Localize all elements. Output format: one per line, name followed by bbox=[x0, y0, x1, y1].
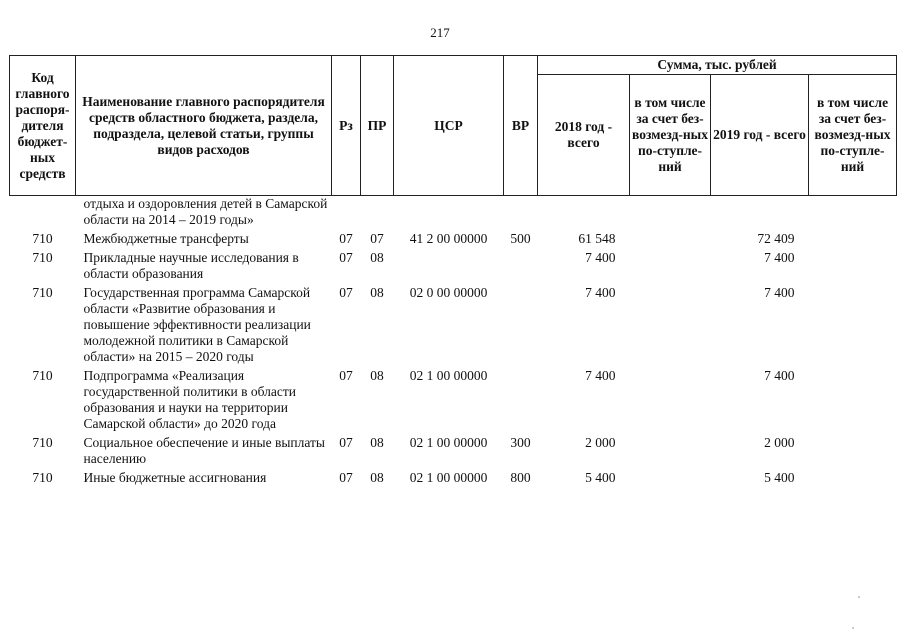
cell-pr bbox=[361, 196, 394, 232]
cell-code: 710 bbox=[32, 250, 53, 265]
header-2019-free: в том числе за счет без-возмезд-ных по-ступле-ний bbox=[809, 75, 897, 196]
cell-vr bbox=[504, 196, 538, 232]
cell-rz: 07 bbox=[339, 435, 353, 450]
cell-y2018-free bbox=[630, 368, 711, 435]
table-row bbox=[10, 231, 897, 250]
header-2018-free: в том числе за счет без-возмезд-ных по-ступле-ний bbox=[630, 75, 711, 196]
cell-y2018: 61 548 bbox=[578, 231, 616, 246]
cell-pr: 08 bbox=[370, 285, 384, 300]
budget-table bbox=[9, 55, 897, 489]
header-pr: ПР bbox=[361, 56, 394, 196]
cell-y2018: 7 400 bbox=[585, 250, 616, 265]
cell-code: 710 bbox=[32, 285, 53, 300]
header-rz: Рз bbox=[332, 56, 361, 196]
cell-y2018-free bbox=[630, 231, 711, 250]
cell-csr bbox=[394, 250, 504, 285]
cell-csr bbox=[394, 196, 504, 232]
cell-y2019-free bbox=[809, 435, 897, 470]
cell-rz: 07 bbox=[339, 285, 353, 300]
cell-rz: 07 bbox=[339, 250, 353, 265]
cell-y2018-free bbox=[630, 285, 711, 368]
cell-y2019: 2 000 bbox=[764, 435, 795, 450]
table-row bbox=[10, 196, 897, 232]
table-row bbox=[10, 470, 897, 489]
cell-y2019-free bbox=[809, 250, 897, 285]
cell-name: Государственная программа Самарской области «Развитие образования и повышение эффективности реализации молодежной политики в Самарской области» на 2015 – 2020 годы bbox=[83, 285, 311, 364]
cell-vr: 500 bbox=[510, 231, 531, 246]
cell-name: отдыха и оздоровления детей в Самарской области на 2014 – 2019 годы» bbox=[83, 196, 328, 227]
cell-csr: 02 0 00 00000 bbox=[409, 285, 488, 300]
cell-pr: 08 bbox=[370, 435, 384, 450]
cell-pr: 08 bbox=[370, 250, 384, 265]
header-2018-total: 2018 год - всего bbox=[538, 75, 630, 196]
table-row bbox=[10, 368, 897, 435]
header-2019-total: 2019 год - всего bbox=[711, 75, 809, 196]
header-code: Код главного распоря-дителя бюджет-ных средств bbox=[10, 56, 76, 196]
table-row bbox=[10, 250, 897, 285]
cell-pr: 08 bbox=[370, 368, 384, 383]
cell-code: 710 bbox=[32, 435, 53, 450]
cell-y2019 bbox=[711, 196, 809, 232]
cell-y2018: 7 400 bbox=[585, 285, 616, 300]
cell-code: 710 bbox=[32, 368, 53, 383]
cell-csr: 02 1 00 00000 bbox=[409, 470, 488, 485]
header-vr: ВР bbox=[504, 56, 538, 196]
cell-y2018: 7 400 bbox=[585, 368, 616, 383]
table-body bbox=[10, 196, 897, 490]
cell-y2018-free bbox=[630, 435, 711, 470]
cell-vr bbox=[504, 368, 538, 435]
cell-rz bbox=[332, 196, 361, 232]
cell-vr bbox=[504, 285, 538, 368]
cell-code: 710 bbox=[32, 231, 53, 246]
table-header bbox=[10, 56, 897, 196]
cell-vr: 300 bbox=[510, 435, 531, 450]
cell-vr bbox=[504, 250, 538, 285]
cell-rz: 07 bbox=[339, 368, 353, 383]
cell-rz: 07 bbox=[339, 231, 353, 246]
cell-y2019: 72 409 bbox=[757, 231, 795, 246]
cell-code bbox=[10, 196, 76, 232]
cell-y2018-free bbox=[630, 470, 711, 489]
cell-y2019-free bbox=[809, 196, 897, 232]
cell-pr: 07 bbox=[370, 231, 384, 246]
table-row bbox=[10, 285, 897, 368]
cell-rz: 07 bbox=[339, 470, 353, 485]
header-name: Наименование главного распорядителя средств областного бюджета, раздела, подраздела, целевой статьи, группы видов расходов bbox=[76, 56, 332, 196]
cell-y2018 bbox=[538, 196, 630, 232]
cell-name: Межбюджетные трансферты bbox=[83, 231, 249, 246]
cell-y2019-free bbox=[809, 470, 897, 489]
cell-y2018-free bbox=[630, 250, 711, 285]
cell-code: 710 bbox=[32, 470, 53, 485]
cell-name: Социальное обеспечение и иные выплаты населению bbox=[83, 435, 325, 466]
page-number: 217 bbox=[430, 25, 450, 40]
scan-speck bbox=[852, 627, 854, 629]
cell-y2019: 7 400 bbox=[764, 250, 795, 265]
cell-y2018: 2 000 bbox=[585, 435, 616, 450]
header-csr: ЦСР bbox=[394, 56, 504, 196]
cell-y2019-free bbox=[809, 285, 897, 368]
cell-y2018: 5 400 bbox=[585, 470, 616, 485]
cell-y2019: 5 400 bbox=[764, 470, 795, 485]
cell-csr: 41 2 00 00000 bbox=[409, 231, 488, 246]
cell-name: Подпрограмма «Реализация государственной политики в области образования и науки на территории Самарской области» до 2020 года bbox=[83, 368, 297, 431]
cell-csr: 02 1 00 00000 bbox=[409, 368, 488, 383]
cell-name: Прикладные научные исследования в области образования bbox=[83, 250, 299, 281]
header-sum: Сумма, тыс. рублей bbox=[538, 56, 897, 75]
cell-y2019: 7 400 bbox=[764, 285, 795, 300]
cell-y2018-free bbox=[630, 196, 711, 232]
scan-speck bbox=[858, 596, 860, 598]
cell-vr: 800 bbox=[510, 470, 531, 485]
table-row bbox=[10, 435, 897, 470]
cell-csr: 02 1 00 00000 bbox=[409, 435, 488, 450]
cell-y2019-free bbox=[809, 368, 897, 435]
cell-y2019-free bbox=[809, 231, 897, 250]
cell-pr: 08 bbox=[370, 470, 384, 485]
cell-y2019: 7 400 bbox=[764, 368, 795, 383]
cell-name: Иные бюджетные ассигнования bbox=[83, 470, 267, 485]
